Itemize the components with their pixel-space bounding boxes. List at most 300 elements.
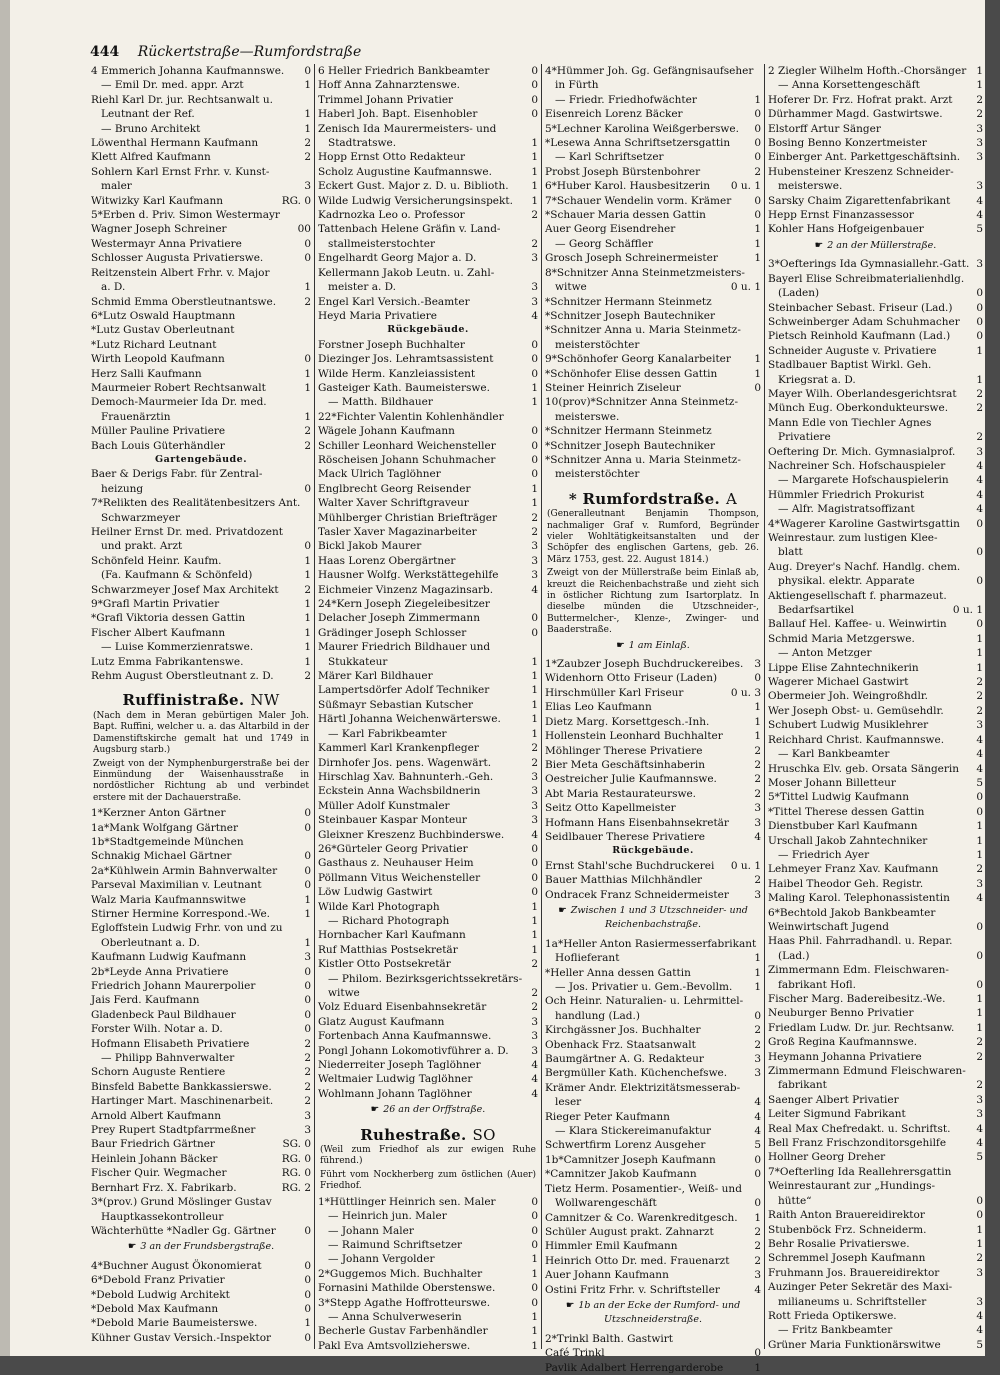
entry-text: — Anna Korsettengeschäft xyxy=(778,79,920,92)
entry-text: Delacher Joseph Zimmermann xyxy=(318,612,480,625)
directory-entry xyxy=(768,978,983,992)
floor-number: 1 xyxy=(531,137,538,150)
floor-number: 0 u. 1 xyxy=(730,859,761,872)
floor-number: 4 xyxy=(531,1073,538,1086)
entry-text: Schorn Auguste Rentiere xyxy=(91,1066,226,1079)
entry-text: Café Trinkl xyxy=(545,1347,605,1360)
directory-entry xyxy=(545,888,761,902)
directory-entry xyxy=(318,1310,538,1324)
entry-text: Lutz Emma Fabrikantenswe. xyxy=(91,655,244,668)
floor-number: 1 xyxy=(304,410,311,423)
directory-entry xyxy=(545,1361,761,1375)
floor-number: 3 xyxy=(531,1044,538,1057)
directory-entry xyxy=(768,517,983,531)
floor-number: 3 xyxy=(976,1295,983,1308)
book-gutter xyxy=(0,0,10,1356)
entry-text: Arnold Albert Kaufmann xyxy=(91,1109,222,1122)
entry-text: Forster Wilh. Notar a. D. xyxy=(91,1023,223,1036)
directory-entry xyxy=(91,482,311,496)
directory-entry xyxy=(768,301,983,315)
entry-text: Moser Johann Billetteur xyxy=(768,776,896,789)
floor-number: 0 xyxy=(304,980,311,992)
entry-text: Zimmermann Edm. Fleischwaren- xyxy=(768,964,949,977)
entry-text: Haibel Theodor Geh. Registr. xyxy=(768,877,924,890)
floor-number: 3 xyxy=(976,151,983,164)
entry-text: Schwarzmeyer xyxy=(101,511,180,524)
directory-entry xyxy=(91,554,311,568)
entry-text: Heinlein Johann Bäcker xyxy=(91,1152,218,1165)
floor-number: 2 xyxy=(754,1240,761,1253)
floor-number: 3 xyxy=(531,814,538,827)
entry-text: Schmid Emma Oberstleutnantswe. xyxy=(91,295,277,308)
directory-entry xyxy=(768,675,983,689)
floor-number: 0 xyxy=(531,1296,538,1309)
floor-number: 0 xyxy=(304,1023,311,1036)
directory-entry xyxy=(545,1110,761,1124)
directory-entry xyxy=(545,1009,761,1023)
directory-entry xyxy=(545,715,761,729)
directory-entry xyxy=(768,949,983,963)
directory-entry xyxy=(545,873,761,887)
floor-number: 2 xyxy=(304,1095,311,1108)
entry-text: Stirner Hermine Korrespond.-We. xyxy=(91,907,270,920)
entry-text: Bickl Jakob Maurer xyxy=(318,540,422,553)
directory-entry xyxy=(545,453,761,467)
street-description: (Generalleutnant Benjamin Thompson, nachmaliger Graf v. Rumford, Begründer vieler Wohltätigkeitsanstalten und der Schöpfer des englischen Gartens, geb. 26. März 1753, gest. 22. August 1814.) xyxy=(547,509,759,565)
floor-number: 1 xyxy=(531,727,538,740)
directory-entry xyxy=(545,744,761,758)
directory-entry xyxy=(318,1087,538,1101)
directory-entry xyxy=(91,1051,311,1065)
floor-number: 3 xyxy=(531,295,538,308)
floor-number: 0 xyxy=(531,468,538,481)
entry-text: Bauer Matthias Milchhändler xyxy=(545,874,703,887)
floor-number: 1 xyxy=(531,655,538,668)
floor-number: 0 u. 1 xyxy=(730,180,761,193)
entry-text: Härtl Johanna Weichenwärterswe. xyxy=(318,713,501,726)
entry-text: *Lutz Richard Leutnant xyxy=(91,338,217,351)
floor-number: 4 xyxy=(754,1096,761,1109)
directory-entry xyxy=(768,560,983,574)
pointing-hand-icon: ☛ xyxy=(814,239,824,251)
floor-number: 3 xyxy=(531,770,538,783)
entry-text: Steiner Heinrich Ziseleur xyxy=(545,381,681,394)
entry-text: handlung (Lad.) xyxy=(555,1009,640,1022)
directory-entry xyxy=(91,597,311,611)
floor-number: 4 xyxy=(976,209,983,222)
entry-text: Grädinger Joseph Schlosser xyxy=(318,626,467,639)
directory-entry xyxy=(768,257,983,271)
entry-text: — Karl Schriftsetzer xyxy=(555,151,664,164)
directory-entry xyxy=(318,453,538,467)
entry-text: — Fritz Bankbeamter xyxy=(778,1324,893,1337)
directory-entry xyxy=(91,1008,311,1022)
entry-text: Oeftering Dr. Mich. Gymnasialprof. xyxy=(768,445,956,458)
floor-number: 1 xyxy=(976,79,983,92)
entry-text: Wagerer Michael Gastwirt xyxy=(768,676,909,689)
floor-number: 1 xyxy=(976,993,983,1005)
entry-text: leser xyxy=(555,1096,582,1109)
page-number: 444 xyxy=(90,44,120,60)
floor-number: 1 xyxy=(976,344,983,357)
floor-number: 0 xyxy=(531,857,538,870)
entry-text: Stubenböck Frz. Schneiderm. xyxy=(768,1223,927,1236)
floor-number: 3 xyxy=(531,252,538,265)
floor-number: 0 xyxy=(304,65,311,77)
floor-number: 2 xyxy=(976,1252,983,1265)
directory-entry xyxy=(768,603,983,617)
floor-number: 0 xyxy=(976,1194,983,1207)
directory-entry xyxy=(545,729,761,743)
floor-number: RG. 0 xyxy=(281,194,311,207)
entry-text: meisterstöchter xyxy=(555,468,640,481)
floor-number: 3 xyxy=(304,1109,311,1122)
floor-number: 2 xyxy=(976,402,983,415)
floor-number: 0 xyxy=(754,1153,761,1166)
directory-entry xyxy=(91,136,311,150)
floor-number: 5 xyxy=(976,223,983,236)
entry-text: *Schnitzer Joseph Bautechniker xyxy=(545,439,716,452)
entry-text: Grüner Maria Funktionärswitwe xyxy=(768,1338,941,1351)
entry-text: Ernst Stahl'sche Buchdruckerei xyxy=(545,859,715,872)
entry-text: — Alfr. Magistratsoffizant xyxy=(778,503,915,516)
directory-entry xyxy=(318,856,538,870)
entry-text: 4*Hümmer Joh. Gg. Gefängnisaufseher xyxy=(545,65,754,77)
entry-text: Hirschmüller Karl Friseur xyxy=(545,686,684,699)
entry-text: Dienstbuber Karl Kaufmann xyxy=(768,820,918,833)
directory-entry xyxy=(91,410,311,424)
entry-text: Weltmaier Ludwig Taglöhner xyxy=(318,1073,473,1086)
floor-number: 0 xyxy=(531,1210,538,1223)
entry-text: Rehm August Oberstleutnant z. D. xyxy=(91,670,274,683)
directory-entry xyxy=(768,1223,983,1237)
directory-entry xyxy=(318,1296,538,1310)
column-3 xyxy=(541,64,763,1374)
directory-entry xyxy=(545,1167,761,1181)
directory-entry xyxy=(768,1179,983,1193)
directory-entry xyxy=(91,669,311,683)
directory-entry xyxy=(545,1023,761,1037)
directory-entry xyxy=(318,611,538,625)
entry-text: Heymann Johanna Privatiere xyxy=(768,1050,922,1063)
floor-number: 1 xyxy=(531,482,538,495)
entry-text: *Tittel Therese dessen Gattin xyxy=(768,805,925,818)
entry-text: fabrikant Hofl. xyxy=(778,978,857,991)
directory-entry xyxy=(91,1152,311,1166)
directory-entry xyxy=(318,1058,538,1072)
entry-text: Grosch Joseph Schreinermeister xyxy=(545,252,718,265)
entry-text: 6*Huber Karol. Hausbesitzerin xyxy=(545,180,710,193)
floor-number: 1 xyxy=(976,1237,983,1250)
directory-entry xyxy=(91,950,311,964)
directory-entry xyxy=(768,819,983,833)
entry-text: Groß Regina Kaufmannswe. xyxy=(768,1036,918,1049)
pointing-hand-icon: ☛ xyxy=(558,904,567,916)
directory-entry xyxy=(768,165,983,179)
directory-entry xyxy=(545,179,761,193)
directory-entry xyxy=(91,1302,311,1316)
floor-number: 3 xyxy=(976,258,983,271)
directory-entry xyxy=(91,295,311,309)
floor-number: 2 xyxy=(304,425,311,438)
directory-entry xyxy=(545,165,761,179)
floor-number: 0 xyxy=(531,1224,538,1237)
directory-entry xyxy=(91,936,311,950)
directory-entry xyxy=(545,122,761,136)
floor-number: 3 xyxy=(976,719,983,732)
directory-entry xyxy=(545,309,761,323)
directory-entry xyxy=(768,401,983,415)
floor-number: 2 xyxy=(531,209,538,222)
directory-entry xyxy=(91,864,311,878)
pointing-hand-icon: ☛ xyxy=(370,1104,380,1116)
entry-text: Hollenstein Leonhard Buchhalter xyxy=(545,730,723,743)
floor-number: 1 xyxy=(304,108,311,121)
floor-number: 1 xyxy=(976,834,983,847)
directory-entry xyxy=(318,568,538,582)
entry-text: Müller Adolf Kunstmaler xyxy=(318,799,450,812)
directory-entry xyxy=(318,1000,538,1014)
floor-number: 3 xyxy=(976,877,983,890)
directory-entry xyxy=(91,208,311,222)
floor-number: 1 xyxy=(531,1339,538,1352)
directory-entry xyxy=(91,611,311,625)
entry-text: 2 Ziegler Wilhelm Hofth.-Chorsänger xyxy=(768,65,967,77)
street-name: Ruhestraße. xyxy=(360,1125,467,1144)
directory-entry xyxy=(318,165,538,179)
entry-text: (Laden) xyxy=(778,287,820,300)
floor-number: 0 xyxy=(754,137,761,150)
directory-entry xyxy=(768,1035,983,1049)
entry-text: — Anna Schulverweserin xyxy=(328,1310,462,1323)
entry-text: Hoferer Dr. Frz. Hofrat prakt. Arzt xyxy=(768,93,953,106)
district-code: A xyxy=(725,489,738,508)
entry-text: Weinrestaur. zum lustigen Klee- xyxy=(768,532,938,544)
entry-text: Kellermann Jakob Leutn. u. Zahl- xyxy=(318,266,495,279)
directory-entry xyxy=(91,150,311,164)
entry-text: 2a*Kühlwein Armin Bahnverwalter xyxy=(91,864,278,877)
directory-entry xyxy=(318,597,538,611)
directory-entry xyxy=(91,194,311,208)
entry-text: 6 Heller Friedrich Bankbeamter xyxy=(318,65,490,77)
floor-number: 0 xyxy=(531,886,538,899)
floor-number: 0 xyxy=(976,978,983,991)
floor-number: 2 xyxy=(754,773,761,786)
floor-number: 2 xyxy=(754,1254,761,1267)
directory-entry xyxy=(768,1021,983,1035)
floor-number: 3 xyxy=(531,554,538,567)
entry-text: 6*Lutz Oswald Hauptmann xyxy=(91,309,236,322)
directory-entry xyxy=(768,733,983,747)
floor-number: 1 xyxy=(304,936,311,949)
floor-number: 1 xyxy=(976,632,983,645)
entry-text: Tietz Herm. Posamentier-, Weiß- und xyxy=(545,1182,742,1195)
floor-number: 0 xyxy=(531,108,538,121)
entry-text: 3*(prov.) Grund Möslinger Gustav xyxy=(91,1196,272,1209)
directory-entry xyxy=(545,657,761,671)
directory-entry xyxy=(318,150,538,164)
entry-text: Camnitzer & Co. Warenkreditgesch. xyxy=(545,1211,738,1224)
floor-number: 0 xyxy=(304,864,311,877)
directory-entry xyxy=(318,1029,538,1043)
floor-number: 1 xyxy=(531,396,538,409)
directory-entry xyxy=(768,208,983,222)
entry-text: — Matth. Bildhauer xyxy=(328,396,433,409)
directory-entry xyxy=(768,1323,983,1337)
floor-number: 1 xyxy=(754,252,761,265)
directory-entry xyxy=(318,1324,538,1338)
entry-text: Widenhorn Otto Friseur (Laden) xyxy=(545,672,718,685)
entry-text: Schmid Maria Metzgerswe. xyxy=(768,632,915,645)
floor-number: 3 xyxy=(531,569,538,582)
directory-entry xyxy=(91,496,311,510)
floor-number: 1 xyxy=(304,569,311,582)
entry-text: Krämer Andr. Elektrizitätsmesserab- xyxy=(545,1081,741,1094)
floor-number: 4 xyxy=(754,830,761,843)
floor-number: 3 xyxy=(531,785,538,798)
floor-number: 4 xyxy=(976,194,983,207)
entry-text: Lampertsdörfer Adolf Techniker xyxy=(318,684,490,697)
entry-text: Weinwirtschaft Jugend xyxy=(768,920,889,933)
entry-text: Wagner Joseph Schreiner xyxy=(91,223,227,236)
entry-text: Hubensteiner Kreszenz Schneider- xyxy=(768,165,954,178)
entry-text: Democh-Maurmeier Ida Dr. med. xyxy=(91,396,267,409)
directory-entry xyxy=(768,358,983,372)
directory-entry xyxy=(768,1078,983,1092)
column-4 xyxy=(764,64,985,1349)
entry-text: Eckert Gust. Major z. D. u. Biblioth. xyxy=(318,180,509,193)
entry-text: Weinrestaurant zur „Hundings- xyxy=(768,1180,936,1193)
directory-entry xyxy=(768,1050,983,1064)
directory-entry xyxy=(768,1251,983,1265)
floor-number: 1 xyxy=(304,655,311,668)
floor-number: 0 u. 1 xyxy=(952,604,983,617)
entry-text: meisterstöchter xyxy=(555,338,640,351)
floor-number: 0 xyxy=(304,353,311,366)
directory-entry xyxy=(318,64,538,78)
directory-entry xyxy=(91,367,311,381)
floor-number: 2 xyxy=(304,137,311,150)
directory-entry xyxy=(91,424,311,438)
directory-entry xyxy=(768,661,983,675)
directory-entry xyxy=(91,78,311,92)
entry-text: witwe xyxy=(555,281,587,294)
floor-number: 0 xyxy=(754,672,761,685)
directory-entry xyxy=(545,859,761,873)
directory-entry xyxy=(91,568,311,582)
entry-text: 26*Gürteler Georg Privatier xyxy=(318,842,468,855)
directory-entry xyxy=(318,1195,538,1209)
entry-text: meisterswe. xyxy=(778,180,843,193)
entry-text: Fischer Albert Kaufmann xyxy=(91,626,226,639)
building-subheading: Gartengebäude. xyxy=(155,453,247,465)
directory-entry xyxy=(91,323,311,337)
entry-text: 5*Tittel Ludwig Kaufmann xyxy=(768,791,909,804)
directory-entry xyxy=(768,805,983,819)
entry-text: Heinrich Otto Dr. med. Frauenarzt xyxy=(545,1254,730,1267)
entry-text: witwe xyxy=(328,987,360,999)
directory-entry xyxy=(318,251,538,265)
entry-text: 5*Erben d. Priv. Simon Westermayr xyxy=(91,209,280,222)
floor-number: 2 xyxy=(531,237,538,250)
directory-entry xyxy=(318,1209,538,1223)
directory-entry xyxy=(91,309,311,323)
floor-number: 2 xyxy=(754,874,761,887)
entry-text: Schiller Leonhard Weichensteller xyxy=(318,439,496,452)
directory-entry xyxy=(91,979,311,993)
floor-number: 4 xyxy=(976,733,983,746)
directory-entry xyxy=(768,1165,983,1179)
directory-entry xyxy=(91,821,311,835)
floor-number: 2 xyxy=(531,1001,538,1014)
floor-number: 1 xyxy=(976,848,983,861)
floor-number: 1 xyxy=(976,1021,983,1034)
floor-number: 0 xyxy=(304,482,311,495)
floor-number: 3 xyxy=(754,1053,761,1066)
entry-text: Bernhart Frz. X. Fabrikarb. xyxy=(91,1181,237,1194)
floor-number: 1 xyxy=(754,237,761,250)
directory-entry xyxy=(768,1107,983,1121)
entry-text: — Philom. Bezirksgerichtssekretärs- xyxy=(328,972,523,985)
floor-number: 1 xyxy=(304,626,311,639)
floor-number: 0 xyxy=(531,842,538,855)
directory-entry xyxy=(768,473,983,487)
entry-text: Hopp Ernst Otto Redakteur xyxy=(318,151,466,164)
entry-text: 4*Wagerer Karoline Gastwirtsgattin xyxy=(768,517,960,530)
entry-text: Ondracek Franz Schneidermeister xyxy=(545,888,729,901)
street-description: Zweigt von der Müllerstraße beim Einlaß ab, kreuzt die Reichenbachstraße und zieht sich in östlicher Richtung zum Isartorplatz. In dieselbe münden die Utzschneider-, Buttermelcher-, Klenze-, Zwinger- und Baaderstraße. xyxy=(547,568,759,636)
directory-entry xyxy=(318,1281,538,1295)
floor-number: 3 xyxy=(531,281,538,294)
directory-entry xyxy=(91,165,311,179)
directory-entry xyxy=(545,323,761,337)
directory-entry xyxy=(768,272,983,286)
floor-number: 4 xyxy=(976,762,983,775)
floor-number: 0 xyxy=(304,252,311,265)
entry-text: Aktiengesellschaft f. pharmazeut. xyxy=(768,589,947,602)
floor-number: 1 xyxy=(976,65,983,77)
floor-number: 0 xyxy=(976,618,983,631)
entry-text: *Heller Anna dessen Gattin xyxy=(545,966,691,979)
floor-number: 1 xyxy=(304,79,311,92)
entry-text: meister a. D. xyxy=(328,281,397,294)
floor-number: 2 xyxy=(531,958,538,971)
directory-entry xyxy=(318,107,538,121)
entry-text: Leiter Sigmund Fabrikant xyxy=(768,1108,906,1121)
floor-number: 0 xyxy=(531,453,538,466)
entry-text: Wilde Karl Photograph xyxy=(318,900,440,913)
directory-entry xyxy=(91,338,311,352)
entry-text: Abt Maria Restaurateurswe. xyxy=(545,787,697,800)
floor-number: 1 xyxy=(531,381,538,394)
entry-text: Parseval Maximilian v. Leutnant xyxy=(91,879,262,892)
directory-entry xyxy=(545,136,761,150)
entry-text: Rieger Peter Kaufmann xyxy=(545,1110,670,1123)
directory-entry xyxy=(545,700,761,714)
directory-entry xyxy=(318,410,538,424)
directory-entry xyxy=(768,122,983,136)
directory-entry xyxy=(545,816,761,830)
entry-text: Röscheisen Johann Schuhmacher xyxy=(318,453,496,466)
directory-entry xyxy=(768,704,983,718)
directory-entry xyxy=(768,315,983,329)
floor-number: 1 xyxy=(531,497,538,510)
directory-entry xyxy=(91,1210,311,1224)
directory-entry xyxy=(318,381,538,395)
directory-entry xyxy=(91,122,311,136)
directory-entry xyxy=(91,539,311,553)
floor-number: 3 xyxy=(976,122,983,135)
